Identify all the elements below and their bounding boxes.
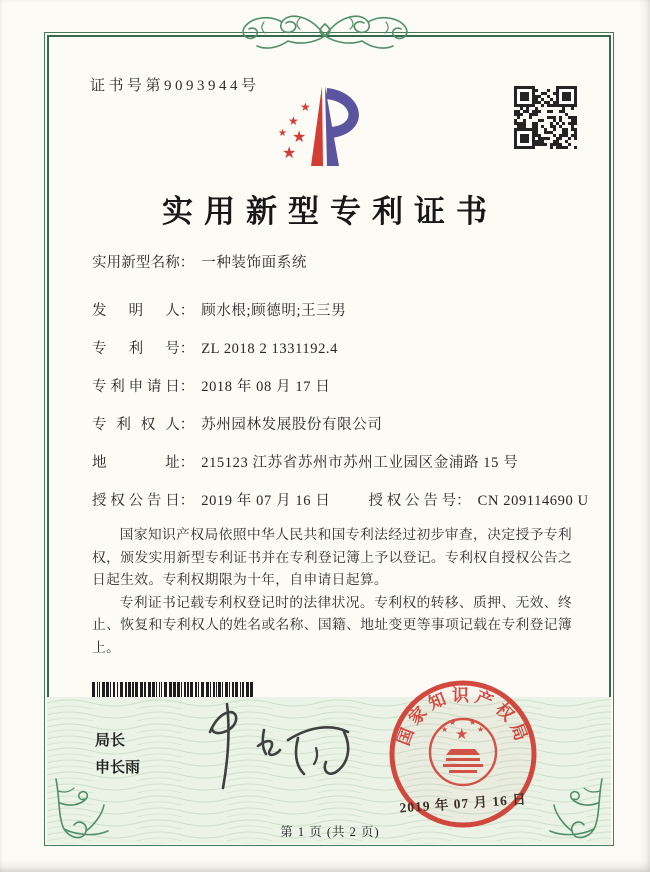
field-label: 专利权人 (92, 417, 180, 433)
certificate-title: 实用新型专利证书 (162, 194, 498, 229)
field-label: 授权公告号 (368, 493, 457, 509)
corner-flourish-left-icon (50, 777, 112, 843)
director-signature-icon (180, 696, 360, 792)
footer-page-number: 第 1 页 (共 2 页) (280, 825, 380, 839)
paragraph-1: 国家知识产权局依照中华人民共和国专利法经过初步审查，决定授予专利权，颁发实用新型专利证书并在专利登记簿上予以登记。专利权自授权公告之日起生效。专利权期限为十年，自申请日起算。 (92, 527, 572, 588)
field-row-patent-no (92, 339, 578, 360)
field-label: 专利申请日 (92, 379, 180, 395)
field-label: 发明人 (92, 303, 180, 319)
field-value: 215123 江苏省苏州市苏州工业园区金浦路 15 号 (201, 455, 519, 471)
legal-text (92, 524, 572, 660)
svg-text:★: ★ (300, 100, 311, 114)
field-row-inventors (92, 301, 578, 322)
svg-text:★: ★ (455, 725, 469, 743)
signer-block (95, 727, 140, 781)
signer-title: 局长 (95, 732, 126, 749)
cnipa-logo-icon (270, 80, 378, 170)
field-row-grant (92, 491, 589, 512)
field-list (92, 253, 589, 529)
seal-arc-text: 国家知识产权局 (393, 686, 533, 749)
field-colon: ： (179, 379, 195, 395)
field-colon: ： (456, 493, 471, 509)
certificate-number: 证书号第9093944号 (90, 78, 260, 94)
svg-text:★: ★ (288, 114, 299, 128)
field-value: CN 209114690 U (477, 493, 589, 509)
field-row-patentee (92, 415, 578, 436)
top-flourish-icon (230, 6, 420, 62)
field-colon: ： (179, 341, 195, 357)
field-value: 2018 年 08 月 17 日 (201, 379, 331, 395)
svg-text:★: ★ (477, 725, 485, 734)
field-colon: ： (179, 255, 195, 271)
field-value: ZL 2018 2 1331192.4 (201, 341, 339, 357)
seal-date: 2019 年 07 月 16 日 (399, 791, 528, 816)
svg-text:★: ★ (449, 718, 457, 727)
paragraph-2: 专利证书记载专利权登记时的法律状况。专利权的转移、质押、无效、终止、恢复和专利权人的姓名或名称、国籍、地址变更等事项记载在专利登记簿上。 (92, 594, 572, 655)
svg-text:★: ★ (282, 143, 297, 162)
field-colon: ： (179, 493, 195, 509)
field-value: 2019 年 07 月 16 日 (201, 493, 331, 509)
field-label: 授权公告日 (92, 493, 180, 509)
field-colon: ： (179, 417, 195, 433)
svg-text:★: ★ (441, 725, 449, 734)
field-label: 专利号 (92, 341, 180, 357)
svg-text:★: ★ (469, 718, 477, 727)
svg-text:★: ★ (278, 128, 287, 139)
field-row-address (92, 453, 578, 474)
field-label: 地址 (92, 455, 180, 471)
field-value: 一种装饰面系统 (201, 255, 307, 271)
field-value: 顾水根;顾德明;王三男 (201, 303, 347, 319)
field-row-name (92, 253, 578, 274)
field-colon: ： (179, 303, 195, 319)
qr-code-icon (514, 86, 577, 149)
field-colon: ： (179, 455, 195, 471)
field-row-filing-date (92, 377, 578, 398)
field-label: 实用新型名称 (92, 255, 180, 271)
corner-flourish-right-icon (546, 777, 608, 843)
signer-name: 申长雨 (95, 759, 141, 776)
field-value: 苏州园林发展股份有限公司 (201, 417, 383, 433)
barcode-icon (92, 682, 258, 697)
svg-text:★: ★ (292, 127, 307, 146)
